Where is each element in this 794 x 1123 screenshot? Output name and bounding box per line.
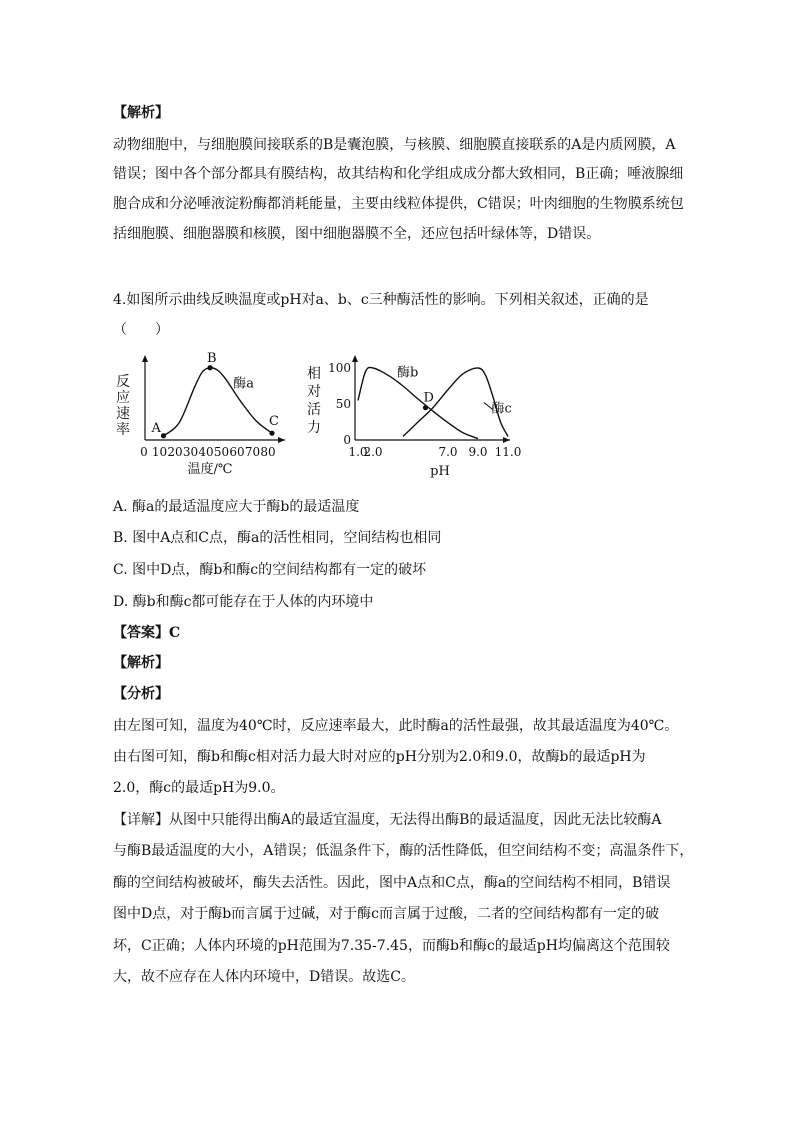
point-a [161, 433, 166, 438]
left-chart [116, 351, 285, 477]
detail-line: 【详解】从图中只能得出酶A的最适宜温度，无法得出酶B的最适温度，因此无法比较酶A [113, 812, 662, 828]
analysis-line: 由右图可知，酶b和酶c相对活力最大时对应的pH分别为2.0和9.0，故酶b的最适pH为 [113, 749, 646, 765]
point-d [423, 405, 428, 410]
series-label-enzyme-b: 酶b [397, 365, 419, 381]
right-y-label-char: 力 [307, 420, 321, 436]
analysis-heading-2: 【解析】 [113, 655, 169, 671]
left-y-label-char: 应 [116, 390, 130, 406]
analysis-line: 胞合成和分泌唾液淀粉酶都消耗能量，主要由线粒体提供，C错误；叶肉细胞的生物膜系统包 [113, 196, 684, 212]
left-x-tick: 80 [260, 445, 276, 459]
right-y-tick: 50 [335, 397, 351, 411]
right-x-tick: 2.0 [363, 445, 383, 459]
analysis-line: 错误；图中各个部分都具有膜结构，故其结构和化学组成成分都大致相同，B正确；唾液腺细 [113, 166, 684, 182]
detail-line: 与酶B最适温度的大小，A错误；低温条件下，酶的活性降低，但空间结构不变；高温条件下， [113, 843, 694, 859]
right-y-tick: 0 [343, 433, 351, 447]
analysis-line: 2.0，酶c的最适pH为9.0。 [113, 780, 285, 796]
point-label-b: B [207, 350, 217, 366]
detail-line: 大，故不应存在人体内环境中，D错误。故选C。 [113, 969, 415, 985]
right-y-label-char: 相 [307, 366, 321, 382]
option-d: D. 酶b和酶c都可能存在于人体的内环境中 [113, 594, 374, 610]
option-a: A. 酶a的最适温度应大于酶b的最适温度 [113, 499, 360, 515]
detail-line: 坏，C正确；人体内环境的pH范围为7.35-7.45，而酶b和酶c的最适pH均偏离这个范围较 [113, 938, 670, 954]
point-b [207, 365, 212, 370]
detail-line: 图中D点，对于酶b而言属于过碱，对于酶c而言属于过酸，二者的空间结构都有一定的破 [113, 906, 660, 922]
point-label-c: C [269, 414, 279, 430]
left-x-tick: 0 [140, 445, 148, 459]
option-b: B. 图中A点和C点，酶a的活性相同，空间结构也相同 [113, 530, 442, 546]
question-bracket: （ ） [113, 322, 169, 338]
left-y-label-char: 速 [116, 406, 130, 422]
left-y-label-char: 率 [116, 422, 130, 438]
left-y-arrow [142, 355, 148, 362]
analysis-heading-1: 【解析】 [113, 105, 169, 121]
left-x-tick: 50 [213, 445, 230, 459]
right-y-label-char: 对 [307, 384, 321, 400]
point-label-a: A [151, 420, 161, 436]
left-x-tick: 70 [244, 445, 261, 459]
point-label-d: D [423, 390, 434, 406]
detail-line: 酶的空间结构被破坏，酶失去活性。因此，图中A点和C点，酶a的空间结构不相同，B错误 [113, 875, 671, 891]
right-x-tick: 1.0 [348, 445, 368, 459]
series-label-enzyme-a: 酶a [233, 376, 255, 392]
analysis-line: 动物细胞中，与细胞膜间接联系的B是囊泡膜，与核膜、细胞膜直接联系的A是内质网膜，A [113, 137, 676, 153]
right-x-tick: 9.0 [468, 445, 488, 459]
point-c [269, 431, 274, 436]
option-c: C. 图中D点，酶b和酶c的空间结构都有一定的破坏 [113, 562, 427, 578]
analysis-subheading: 【分析】 [113, 686, 169, 702]
right-y-arrow [352, 355, 358, 362]
enzyme-activity-figure [110, 350, 530, 485]
right-x-tick: 11.0 [494, 445, 522, 459]
right-x-arrow [503, 437, 510, 443]
left-x-tick: 40 [198, 445, 214, 459]
answer: 【答案】C [113, 625, 181, 641]
analysis-line: 由左图可知，温度为40℃时，反应速率最大，此时酶a的活性最强，故其最适温度为40℃。 [113, 718, 679, 734]
right-y-label-char: 活 [307, 402, 321, 418]
question-stem: 4.如图所示曲线反映温度或pH对a、b、c三种酶活性的影响。下列相关叙述，正确的是 [113, 292, 649, 308]
right-y-tick: 100 [328, 361, 351, 375]
right-chart [307, 355, 521, 479]
left-x-tick: 20 [167, 445, 183, 459]
analysis-line: 括细胞膜、细胞器膜和核膜，图中细胞器膜不全，还应包括叶绿体等，D错误。 [113, 226, 601, 242]
curve-enzyme-a [164, 368, 273, 436]
right-x-tick: 7.0 [438, 445, 458, 459]
left-x-label: 温度/℃ [187, 462, 233, 477]
right-x-label: pH [430, 464, 450, 479]
left-x-arrow [278, 437, 285, 443]
left-y-label-char: 反 [116, 374, 130, 390]
left-x-tick: 10 [151, 445, 168, 459]
series-label-enzyme-c: 酶c [491, 401, 512, 417]
left-x-tick: 30 [182, 445, 199, 459]
left-x-tick: 60 [229, 445, 245, 459]
